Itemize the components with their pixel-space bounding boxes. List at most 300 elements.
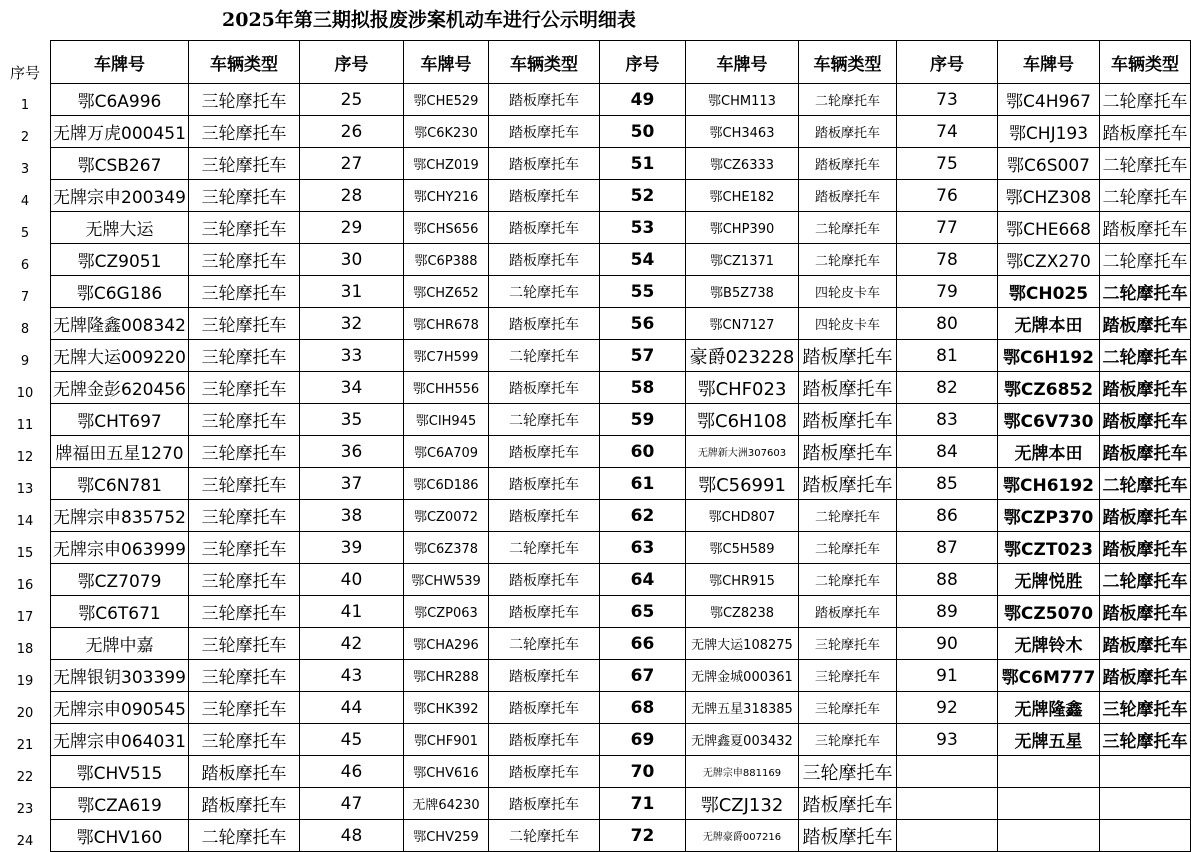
type-cell: 踏板摩托车 [1100,660,1191,692]
seq-cell: 82 [897,372,998,404]
type-cell: 踏板摩托车 [799,436,897,468]
seq-cell: 50 [600,116,686,148]
plate-cell: 无牌宗申090545 [51,692,189,724]
plate-cell: 鄂C6Z378 [404,532,489,564]
type-cell: 踏板摩托车 [799,788,897,820]
plate-cell: 鄂C6T671 [51,596,189,628]
plate-cell: 无牌宗申881169 [686,756,799,788]
type-cell: 二轮摩托车 [489,532,600,564]
row-number: 21 [16,738,34,753]
plate-cell: 鄂CZ1371 [686,244,799,276]
seq-cell: 42 [300,628,404,660]
type-cell: 踏板摩托车 [1100,308,1191,340]
row-number: 22 [16,770,34,785]
plate-cell: 鄂CZ7079 [51,564,189,596]
type-cell: 踏板摩托车 [489,436,600,468]
row-number: 24 [16,834,34,849]
plate-cell: 鄂CHK392 [404,692,489,724]
data-table [50,40,1191,852]
header-type-4: 车辆类型 [1100,41,1191,84]
type-cell: 踏板摩托车 [189,788,300,820]
seq-cell: 40 [300,564,404,596]
plate-cell: 鄂CHV160 [51,820,189,852]
type-cell: 三轮摩托车 [799,692,897,724]
seq-cell: 65 [600,596,686,628]
seq-cell: 45 [300,724,404,756]
plate-cell: 鄂C6H108 [686,404,799,436]
seq-cell: 38 [300,500,404,532]
row-number: 11 [16,418,34,433]
table-row [51,180,1191,212]
plate-cell: 鄂CIH945 [404,404,489,436]
type-cell: 踏板摩托车 [799,468,897,500]
type-cell: 踏板摩托车 [489,148,600,180]
type-cell: 踏板摩托车 [1100,532,1191,564]
type-cell: 踏板摩托车 [799,820,897,852]
plate-cell: 鄂CH025 [998,276,1100,308]
type-cell: 三轮摩托车 [189,436,300,468]
table-row [51,212,1191,244]
type-cell: 三轮摩托车 [799,724,897,756]
row-number: 3 [20,162,30,177]
type-cell: 二轮摩托车 [799,564,897,596]
plate-cell: 无牌隆鑫 [998,692,1100,724]
seq-cell: 72 [600,820,686,852]
seq-cell: 92 [897,692,998,724]
type-cell: 踏板摩托车 [1100,596,1191,628]
type-cell: 二轮摩托车 [799,532,897,564]
seq-cell: 79 [897,276,998,308]
row-number: 14 [16,514,34,529]
type-cell: 踏板摩托车 [489,372,600,404]
row-number: 23 [16,802,34,817]
type-cell: 踏板摩托车 [489,596,600,628]
table-row [51,308,1191,340]
plate-cell [998,756,1100,788]
seq-cell: 91 [897,660,998,692]
plate-cell [998,820,1100,852]
plate-cell: 鄂C56991 [686,468,799,500]
plate-cell: 鄂CHW539 [404,564,489,596]
table-row [51,628,1191,660]
plate-cell: 无牌宗申835752 [51,500,189,532]
left-header-seq: 序号 [9,63,40,82]
type-cell: 踏板摩托车 [489,724,600,756]
seq-cell: 25 [300,84,404,116]
table-row [51,564,1191,596]
plate-cell: 鄂CZT023 [998,532,1100,564]
table-row [51,532,1191,564]
type-cell: 三轮摩托车 [799,628,897,660]
type-cell: 二轮摩托车 [1100,244,1191,276]
seq-cell [897,820,998,852]
plate-cell: 鄂CHD807 [686,500,799,532]
type-cell: 二轮摩托车 [1100,84,1191,116]
seq-cell: 59 [600,404,686,436]
seq-cell: 51 [600,148,686,180]
header-seq-2: 序号 [300,41,404,84]
plate-cell: 鄂CHP390 [686,212,799,244]
seq-cell: 71 [600,788,686,820]
type-cell: 踏板摩托车 [1100,500,1191,532]
type-cell: 踏板摩托车 [799,372,897,404]
plate-cell: 无牌隆鑫008342 [51,308,189,340]
type-cell: 三轮摩托车 [189,148,300,180]
type-cell: 踏板摩托车 [1100,372,1191,404]
header-type-3: 车辆类型 [799,41,897,84]
seq-cell [897,788,998,820]
table-row [51,436,1191,468]
seq-cell: 76 [897,180,998,212]
plate-cell: 鄂CHZ019 [404,148,489,180]
type-cell: 三轮摩托车 [189,340,300,372]
seq-cell: 70 [600,756,686,788]
type-cell [1100,820,1191,852]
plate-cell: 鄂B5Z738 [686,276,799,308]
row-number: 17 [16,610,34,625]
seq-cell: 57 [600,340,686,372]
table-row [51,244,1191,276]
row-number: 16 [16,578,34,593]
plate-cell: 鄂CZ5070 [998,596,1100,628]
plate-cell: 无牌大运108275 [686,628,799,660]
type-cell: 踏板摩托车 [799,180,897,212]
seq-cell: 75 [897,148,998,180]
seq-cell: 60 [600,436,686,468]
seq-cell: 34 [300,372,404,404]
plate-cell: 鄂C6G186 [51,276,189,308]
type-cell: 三轮摩托车 [1100,724,1191,756]
type-cell: 踏板摩托车 [1100,436,1191,468]
plate-cell: 鄂CHT697 [51,404,189,436]
plate-cell: 鄂CZA619 [51,788,189,820]
table-row [51,500,1191,532]
seq-cell: 93 [897,724,998,756]
seq-cell: 27 [300,148,404,180]
seq-cell [897,756,998,788]
plate-cell: 鄂CHF901 [404,724,489,756]
seq-cell: 53 [600,212,686,244]
table-row [51,692,1191,724]
plate-cell: 鄂CHF023 [686,372,799,404]
type-cell: 踏板摩托车 [1100,404,1191,436]
seq-cell: 64 [600,564,686,596]
seq-cell: 83 [897,404,998,436]
header-seq-4: 序号 [897,41,998,84]
seq-cell: 47 [300,788,404,820]
type-cell: 三轮摩托车 [189,372,300,404]
plate-cell: 无牌新大洲307603 [686,436,799,468]
type-cell: 二轮摩托车 [799,244,897,276]
type-cell: 三轮摩托车 [189,116,300,148]
seq-cell: 32 [300,308,404,340]
row-number: 20 [16,706,34,721]
type-cell: 踏板摩托车 [189,756,300,788]
plate-cell: 鄂C6H192 [998,340,1100,372]
type-cell: 三轮摩托车 [189,628,300,660]
type-cell: 踏板摩托车 [489,212,600,244]
type-cell: 踏板摩托车 [799,148,897,180]
type-cell: 二轮摩托车 [489,820,600,852]
type-cell: 二轮摩托车 [799,500,897,532]
plate-cell: 鄂CHV616 [404,756,489,788]
header-plate-4: 车牌号 [998,41,1100,84]
type-cell: 踏板摩托车 [799,596,897,628]
table-row [51,756,1191,788]
type-cell: 二轮摩托车 [1100,148,1191,180]
type-cell: 踏板摩托车 [1100,212,1191,244]
type-cell: 三轮摩托车 [189,660,300,692]
type-cell: 踏板摩托车 [489,468,600,500]
seq-cell: 26 [300,116,404,148]
seq-cell: 77 [897,212,998,244]
type-cell: 三轮摩托车 [189,180,300,212]
type-cell: 二轮摩托车 [489,276,600,308]
type-cell: 三轮摩托车 [189,692,300,724]
plate-cell: 鄂CHE529 [404,84,489,116]
type-cell: 二轮摩托车 [489,404,600,436]
plate-cell: 鄂CHE668 [998,212,1100,244]
row-number: 5 [20,226,30,241]
type-cell: 踏板摩托车 [489,180,600,212]
plate-cell: 无牌鑫夏003432 [686,724,799,756]
plate-cell: 鄂C6N781 [51,468,189,500]
plate-cell: 鄂CZP370 [998,500,1100,532]
plate-cell: 无牌五星 [998,724,1100,756]
plate-cell: 无牌宗申063999 [51,532,189,564]
type-cell: 三轮摩托车 [189,404,300,436]
type-cell: 踏板摩托车 [489,692,600,724]
plate-cell: 无牌五星318385 [686,692,799,724]
table-row [51,660,1191,692]
seq-cell: 62 [600,500,686,532]
plate-cell: 鄂C6A709 [404,436,489,468]
type-cell: 踏板摩托车 [489,788,600,820]
type-cell: 踏板摩托车 [489,116,600,148]
row-number: 8 [20,322,30,337]
seq-cell: 31 [300,276,404,308]
plate-cell: 鄂CHZ308 [998,180,1100,212]
seq-cell: 41 [300,596,404,628]
plate-cell: 无牌本田 [998,308,1100,340]
seq-cell: 55 [600,276,686,308]
plate-cell: 鄂CZ0072 [404,500,489,532]
type-cell: 三轮摩托车 [189,308,300,340]
seq-cell: 86 [897,500,998,532]
type-cell: 三轮摩托车 [189,468,300,500]
plate-cell: 无牌中嘉 [51,628,189,660]
type-cell: 踏板摩托车 [489,244,600,276]
type-cell: 踏板摩托车 [489,308,600,340]
plate-cell: 无牌大运 [51,212,189,244]
type-cell: 三轮摩托车 [189,724,300,756]
seq-cell: 35 [300,404,404,436]
plate-cell: 鄂CZX270 [998,244,1100,276]
table-row [51,404,1191,436]
seq-cell: 80 [897,308,998,340]
type-cell: 三轮摩托车 [799,660,897,692]
table-row [51,820,1191,852]
row-number: 7 [20,290,30,305]
plate-cell: 鄂C5H589 [686,532,799,564]
row-number: 6 [20,258,30,273]
type-cell: 踏板摩托车 [489,564,600,596]
header-row [51,41,1191,84]
plate-cell: 鄂CHE182 [686,180,799,212]
plate-cell: 无牌银钥303399 [51,660,189,692]
type-cell: 三轮摩托车 [799,756,897,788]
seq-cell: 73 [897,84,998,116]
header-plate-3: 车牌号 [686,41,799,84]
type-cell: 踏板摩托车 [489,660,600,692]
plate-cell: 无牌铃木 [998,628,1100,660]
plate-cell: 鄂C6M777 [998,660,1100,692]
plate-cell: 鄂CHY216 [404,180,489,212]
table-row [51,116,1191,148]
type-cell: 二轮摩托车 [1100,340,1191,372]
row-number: 19 [16,674,34,689]
seq-cell: 46 [300,756,404,788]
plate-cell: 无牌悦胜 [998,564,1100,596]
row-number: 2 [20,130,30,145]
plate-cell: 鄂C4H967 [998,84,1100,116]
plate-cell: 无牌宗申200349 [51,180,189,212]
table-row [51,788,1191,820]
seq-cell: 49 [600,84,686,116]
plate-cell: 鄂CHA296 [404,628,489,660]
plate-cell [998,788,1100,820]
plate-cell: 鄂CH3463 [686,116,799,148]
seq-cell: 58 [600,372,686,404]
plate-cell: 鄂CHR288 [404,660,489,692]
seq-cell: 78 [897,244,998,276]
row-number: 1 [20,98,30,113]
row-number: 9 [20,354,30,369]
row-number: 13 [16,482,34,497]
seq-cell: 33 [300,340,404,372]
header-seq-3: 序号 [600,41,686,84]
plate-cell: 鄂CHM113 [686,84,799,116]
type-cell: 踏板摩托车 [489,84,600,116]
seq-cell: 81 [897,340,998,372]
plate-cell: 鄂C6S007 [998,148,1100,180]
seq-cell: 39 [300,532,404,564]
plate-cell: 无牌宗申064031 [51,724,189,756]
type-cell: 二轮摩托车 [1100,276,1191,308]
row-number: 4 [20,194,30,209]
header-type-2: 车辆类型 [489,41,600,84]
seq-cell: 56 [600,308,686,340]
plate-cell: 无牌豪爵007216 [686,820,799,852]
plate-cell: 牌福田五星1270 [51,436,189,468]
seq-cell: 48 [300,820,404,852]
type-cell: 三轮摩托车 [1100,692,1191,724]
seq-cell: 30 [300,244,404,276]
plate-cell: 鄂C6V730 [998,404,1100,436]
plate-cell: 鄂CHV515 [51,756,189,788]
plate-cell: 豪爵023228 [686,340,799,372]
plate-cell: 鄂CHR915 [686,564,799,596]
header-plate-1: 车牌号 [51,41,189,84]
seq-cell: 84 [897,436,998,468]
type-cell: 踏板摩托车 [1100,116,1191,148]
seq-cell: 44 [300,692,404,724]
type-cell [1100,788,1191,820]
seq-cell: 69 [600,724,686,756]
plate-cell: 鄂C7H599 [404,340,489,372]
type-cell: 三轮摩托车 [189,212,300,244]
type-cell: 三轮摩托车 [189,532,300,564]
type-cell: 三轮摩托车 [189,244,300,276]
row-number: 15 [16,546,34,561]
seq-cell: 54 [600,244,686,276]
seq-cell: 66 [600,628,686,660]
row-number: 18 [16,642,34,657]
header-type-1: 车辆类型 [189,41,300,84]
type-cell: 三轮摩托车 [189,564,300,596]
seq-cell: 28 [300,180,404,212]
seq-cell: 37 [300,468,404,500]
seq-cell: 89 [897,596,998,628]
type-cell: 四轮皮卡车 [799,276,897,308]
plate-cell: 鄂CHV259 [404,820,489,852]
plate-cell: 鄂C6D186 [404,468,489,500]
type-cell: 踏板摩托车 [489,500,600,532]
seq-cell: 52 [600,180,686,212]
table-row [51,340,1191,372]
plate-cell: 鄂CHH556 [404,372,489,404]
seq-cell: 85 [897,468,998,500]
type-cell: 二轮摩托车 [489,628,600,660]
plate-cell: 鄂CZP063 [404,596,489,628]
plate-cell: 无牌大运009220 [51,340,189,372]
row-number: 10 [16,386,34,401]
seq-cell: 90 [897,628,998,660]
plate-cell: 鄂CZJ132 [686,788,799,820]
seq-cell: 87 [897,532,998,564]
plate-cell: 鄂C6A996 [51,84,189,116]
type-cell: 二轮摩托车 [189,820,300,852]
plate-cell: 鄂CHR678 [404,308,489,340]
seq-cell: 74 [897,116,998,148]
type-cell: 二轮摩托车 [799,212,897,244]
table-row [51,84,1191,116]
type-cell [1100,756,1191,788]
plate-cell: 鄂CSB267 [51,148,189,180]
plate-cell: 鄂CN7127 [686,308,799,340]
plate-cell: 鄂CH6192 [998,468,1100,500]
plate-cell: 鄂CZ6333 [686,148,799,180]
plate-cell: 无牌64230 [404,788,489,820]
type-cell: 四轮皮卡车 [799,308,897,340]
plate-cell: 鄂CZ9051 [51,244,189,276]
type-cell: 二轮摩托车 [1100,468,1191,500]
seq-cell: 43 [300,660,404,692]
type-cell: 二轮摩托车 [1100,564,1191,596]
type-cell: 踏板摩托车 [799,340,897,372]
seq-cell: 29 [300,212,404,244]
type-cell: 踏板摩托车 [799,116,897,148]
type-cell: 三轮摩托车 [189,596,300,628]
seq-cell: 61 [600,468,686,500]
plate-cell: 鄂CZ6852 [998,372,1100,404]
type-cell: 二轮摩托车 [1100,180,1191,212]
plate-cell: 鄂C6P388 [404,244,489,276]
plate-cell: 无牌金彭620456 [51,372,189,404]
seq-cell: 67 [600,660,686,692]
type-cell: 三轮摩托车 [189,500,300,532]
type-cell: 踏板摩托车 [799,404,897,436]
